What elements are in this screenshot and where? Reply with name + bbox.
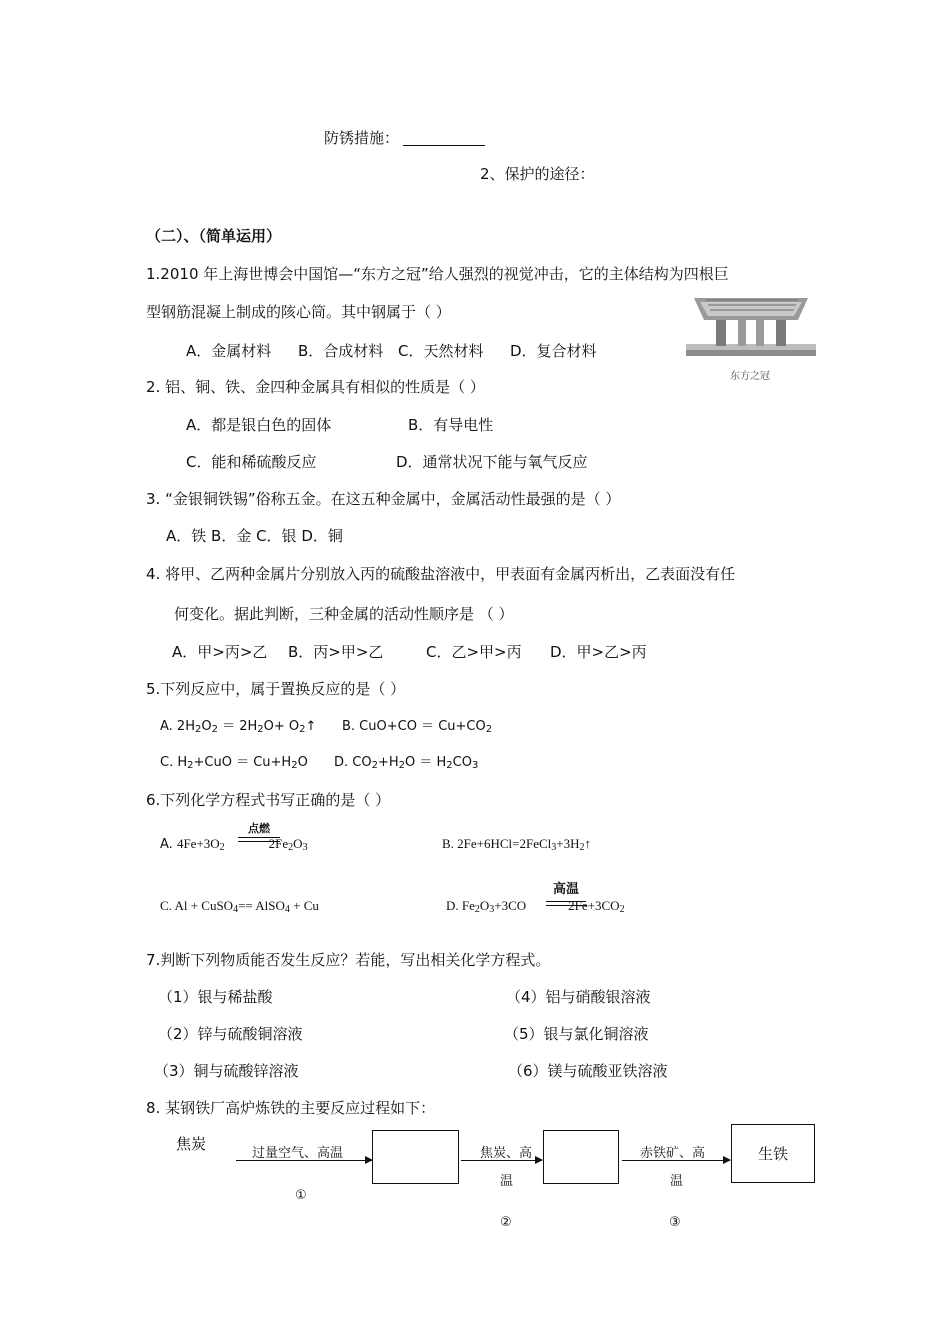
- section-title: （二）、（简单运用）: [146, 227, 282, 245]
- q6d-equals-bottom: [546, 905, 586, 906]
- q6-option-a[interactable]: A. $4Fe+3O_2$ $2Fe_2O_3$: [160, 836, 308, 853]
- q4-option-a[interactable]: A．甲>丙>乙: [172, 643, 268, 661]
- q4-line2: 何变化。据此判断，三种金属的活动性顺序是 （ ）: [174, 605, 514, 623]
- q3-stem: 3. “金银铜铁锡”俗称五金。在这五种金属中，金属活动性最强的是（ ）: [146, 490, 621, 508]
- q5-option-c[interactable]: C. $H_2+CuO = Cu+H_2O$: [160, 755, 308, 771]
- q7-stem: 7.判断下列物质能否发生反应？若能，写出相关化学方程式。: [146, 951, 551, 969]
- q6d-condition: 高温: [552, 882, 579, 897]
- step-2-marker: ②: [500, 1215, 512, 1230]
- q5-option-d[interactable]: D. $CO_2+H_2O = H_2CO_3$: [334, 755, 479, 771]
- rust-prevention-label: 防锈措施：: [324, 129, 400, 147]
- q1-option-d[interactable]: D．复合材料: [510, 342, 597, 360]
- q2-stem: 2. 铝、铜、铁、金四种金属具有相似的性质是（ ）: [146, 378, 485, 396]
- q6-option-c[interactable]: C. Al + CuSO$_4$== AlSO$_4$ + Cu: [160, 898, 319, 915]
- flow-box-2[interactable]: [543, 1130, 619, 1184]
- arrow2-label-top: 焦炭、高: [480, 1146, 533, 1161]
- arrow3-label-top: 赤铁矿、高: [640, 1146, 706, 1161]
- q6-option-b[interactable]: B. $2Fe+6HCl=2FeCl_3+3H_2↑$: [442, 836, 592, 853]
- q2-option-c[interactable]: C．能和稀硫酸反应: [186, 453, 317, 471]
- arrow1-label: 过量空气、高温: [252, 1146, 344, 1161]
- q7-item-6: （6）镁与硫酸亚铁溶液: [508, 1062, 668, 1080]
- image-caption: 东方之冠: [730, 371, 770, 382]
- q7-item-2: （2）锌与硫酸铜溶液: [158, 1025, 303, 1043]
- flow-start-coke: 焦炭: [176, 1135, 207, 1153]
- step-3-marker: ③: [669, 1215, 681, 1230]
- q7-item-4: （4）铝与硝酸银溶液: [506, 988, 651, 1006]
- q8-stem: 8. 某钢铁厂高炉炼铁的主要反应过程如下：: [146, 1099, 436, 1117]
- pig-iron-label: 生铁: [757, 1144, 788, 1163]
- q6a-equals-top: [238, 837, 280, 838]
- protection-heading: 2、保护的途径：: [480, 165, 595, 183]
- flow-box-pig-iron: [731, 1124, 815, 1183]
- arrow2-label-bottom: 温: [500, 1174, 514, 1189]
- q4-option-b[interactable]: B．丙>甲>乙: [288, 643, 384, 661]
- arrow3-label-bottom: 温: [670, 1174, 684, 1189]
- q1-option-b[interactable]: B．合成材料: [298, 342, 384, 360]
- q2-option-b[interactable]: B．有导电性: [408, 416, 494, 434]
- q6d-equals-top: [546, 901, 586, 902]
- q7-item-3: （3）铜与硫酸锌溶液: [154, 1062, 299, 1080]
- flow-arrow-2: [461, 1160, 542, 1161]
- step-1-marker: ①: [295, 1188, 307, 1203]
- q5-option-a[interactable]: A. $2H_2O_2 = 2H_2O+$ $O_2↑$: [160, 719, 317, 735]
- q6-stem: 6.下列化学方程式书写正确的是（ ）: [146, 791, 391, 809]
- q1-option-c[interactable]: C．天然材料: [398, 342, 484, 360]
- q4-option-c[interactable]: C．乙>甲>丙: [426, 643, 522, 661]
- q5-stem: 5.下列反应中，属于置换反应的是（ ）: [146, 680, 406, 698]
- q6a-equals-bottom: [238, 841, 280, 842]
- q3-options[interactable]: A．铁 B．金 C．银 D．铜: [166, 527, 343, 545]
- q7-item-5: （5）银与氯化铜溶液: [504, 1025, 649, 1043]
- q1-option-a[interactable]: A．金属材料: [186, 342, 272, 360]
- flow-arrow-1: [236, 1160, 372, 1161]
- rust-prevention-line: [324, 128, 485, 148]
- flow-arrow-3: [622, 1160, 730, 1161]
- q7-item-1: （1）银与稀盐酸: [158, 988, 273, 1006]
- rust-prevention-blank[interactable]: [403, 129, 485, 146]
- q5-option-b[interactable]: B. $CuO+CO = Cu+CO_2$: [342, 719, 493, 735]
- flow-box-1[interactable]: [372, 1130, 459, 1184]
- q1-line1: 1.2010 年上海世博会中国馆—“东方之冠”给人强烈的视觉冲击，它的主体结构为四根巨: [146, 265, 729, 283]
- q4-line1: 4. 将甲、乙两种金属片分别放入丙的硫酸盐溶液中，甲表面有金属丙析出，乙表面没有任: [146, 565, 736, 583]
- q2-option-d[interactable]: D．通常状况下能与氧气反应: [396, 453, 588, 471]
- q1-line2: 型钢筋混凝上制成的陔心筒。其中钢属于（ ）: [146, 303, 451, 321]
- q2-option-a[interactable]: A．都是银白色的固体: [186, 416, 332, 434]
- q4-option-d[interactable]: D．甲>乙>丙: [550, 643, 647, 661]
- china-pavilion-image: [686, 292, 816, 358]
- q6a-condition: 点燃: [248, 822, 270, 835]
- q6-option-d[interactable]: D. $Fe_2O_3+3CO$ $2Fe+3CO_2$: [446, 898, 625, 915]
